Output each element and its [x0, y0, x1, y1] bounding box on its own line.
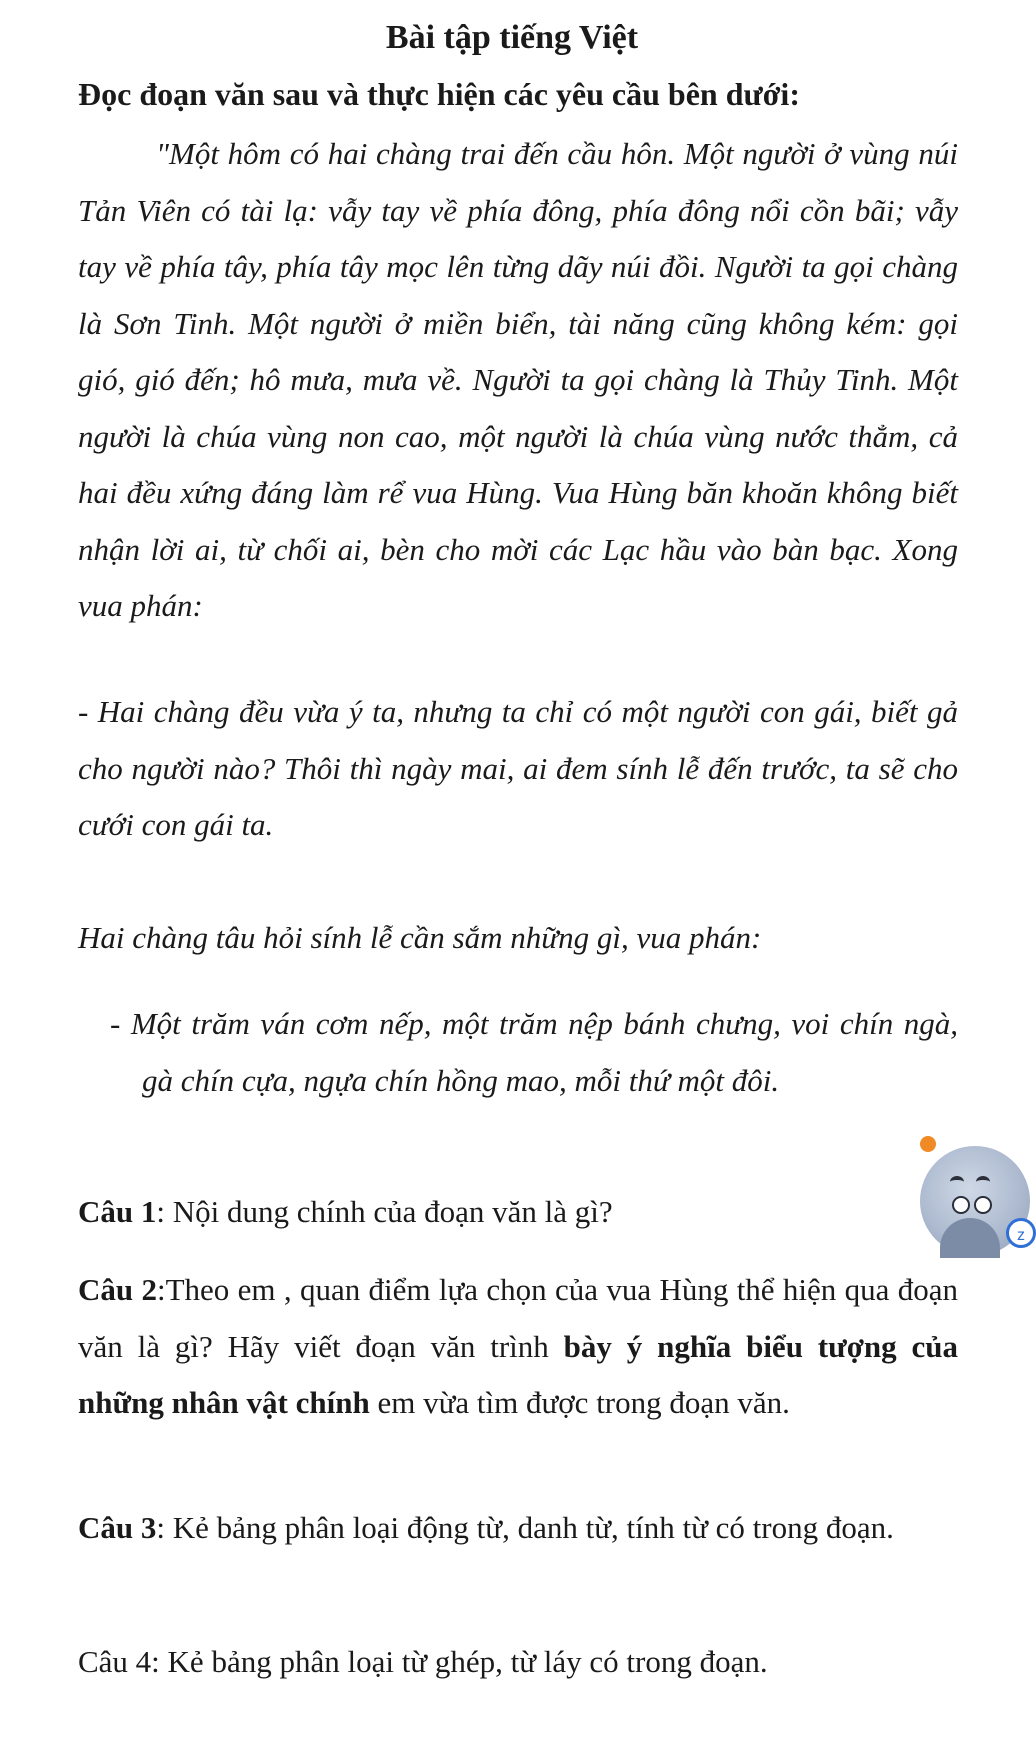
avatar-body — [940, 1218, 1000, 1258]
avatar-eye-left — [952, 1196, 970, 1214]
floating-avatar-bubble[interactable] — [920, 1136, 1024, 1246]
instruction-text: Đọc đoạn văn sau và thực hiện các yêu cầu bên dưới: — [78, 76, 800, 112]
avatar-brow-right — [976, 1176, 990, 1188]
question-2 — [78, 1262, 958, 1432]
avatar-eye-right — [974, 1196, 992, 1214]
question-2-emphasis: bày ý nghĩa biểu tượng của những nhân vật chính — [78, 1328, 958, 1420]
passage-paragraph: "Một hôm có hai chàng trai đến cầu hôn. Một người ở vùng núi Tản Viên có tài lạ: vẫy tay về phía đông, phía đông nổi cồn bãi; vẫy tay về phía tây, phía tây mọc lên từng dãy núi đồi. Người ta gọi chàng là Sơn Tinh. Một người ở miền biển, tài năng cũng không kém: gọi gió, gió đến; hô mưa, mưa về. Người ta gọi chàng là Thủy Tinh. Một người là chúa vùng non cao, một người là chúa vùng nước thẳm, cả hai đều xứng đáng làm rể vua Hùng. Vua Hùng băn khoăn không biết nhận lời ai, từ chối ai, bèn cho mời các Lạc hầu vào bàn bạc. Xong vua phán: — [78, 136, 958, 623]
question-2-text-b: em vừa tìm được trong đoạn văn. — [369, 1385, 790, 1420]
dialogue-line-suitors: Hai chàng tâu hỏi sính lễ cần sắm những gì, vua phán: — [78, 920, 762, 955]
dialogue-line-king: - Hai chàng đều vừa ý ta, nhưng ta chỉ có một người con gái, biết gả cho người nào? Thôi thì ngày mai, ai đem sính lễ đến trước, ta sẽ cho cưới con gái ta. — [78, 694, 958, 842]
question-1-text: : Nội dung chính của đoạn văn là gì? — [156, 1194, 613, 1229]
page-title: Bài tập tiếng Việt — [385, 19, 639, 56]
question-4: Câu 4: Kẻ bảng phân loại từ ghép, từ láy có trong đoạn. — [78, 1644, 768, 1679]
question-1 — [78, 1184, 958, 1241]
avatar-badge[interactable]: z — [1006, 1218, 1036, 1248]
question-1-label: Câu 1 — [78, 1194, 157, 1229]
dialogue-line-gifts: - Một trăm ván cơm nếp, một trăm nệp bánh chưng, voi chín ngà, gà chín cựa, ngựa chín hồng mao, mỗi thứ một đôi. — [110, 1006, 958, 1098]
avatar-brow-left — [950, 1176, 964, 1188]
question-3-label: Câu 3 — [78, 1510, 157, 1545]
question-2-label: Câu 2 — [78, 1272, 157, 1307]
question-3-text: : Kẻ bảng phân loại động từ, danh từ, tính từ có trong đoạn. — [156, 1510, 894, 1545]
question-3 — [78, 1500, 958, 1557]
question-2-text-a: :Theo em , quan điểm lựa chọn của vua Hùng thể hiện qua đoạn văn là gì? Hãy viết đoạn văn trình — [78, 1272, 958, 1364]
notification-dot — [920, 1136, 936, 1152]
